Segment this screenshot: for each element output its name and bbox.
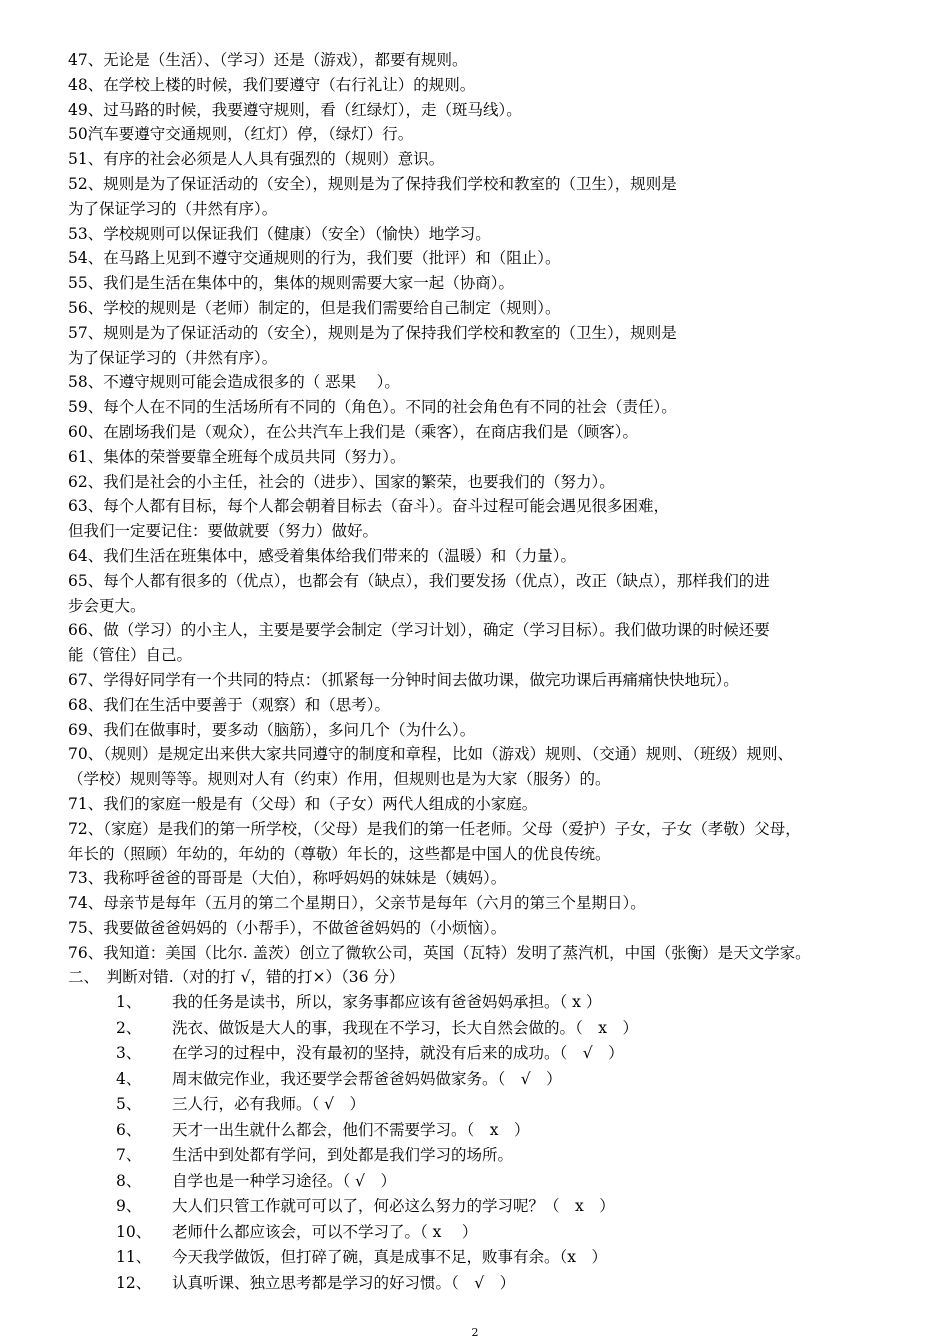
judgment-text: 认真听课、独立思考都是学习的好习惯。（ √ ） [172,1273,516,1292]
judgment-item [68,1245,898,1271]
judgment-item [68,1067,898,1093]
question-line: 51、有序的社会必须是人人具有强烈的（规则）意识。 [68,150,445,169]
question-line: 75、我要做爸爸妈妈的（小帮手），不做爸爸妈妈的（小烦恼）。 [68,918,507,937]
question-line: 73、我称呼爸爸的哥哥是（大伯），称呼妈妈的妹妹是（姨妈）。 [68,869,507,888]
judgment-text: 自学也是一种学习途径。（ √ ） [172,1171,397,1190]
judgment-text: 大人们只管工作就可可以了，何必这么努力的学习呢？（ x ） [172,1197,615,1216]
question-line: 52、规则是为了保证活动的（安全），规则是为了保持我们学校和教室的（卫生），规则是 [68,174,677,193]
question-line: 56、学校的规则是（老师）制定的，但是我们需要给自己制定（规则）。 [68,298,561,317]
judgment-number: 3、 [116,1044,142,1063]
judgment-text: 我的任务是读书，所以，家务事都应该有爸爸妈妈承担。（ x ） [172,993,602,1012]
judgment-text: 天才一出生就什么都会，他们不需要学习。（ x ） [172,1120,530,1139]
judgment-text: 洗衣、做饭是大人的事，我现在不学习，长大自然会做的。（ x ） [172,1018,638,1037]
question-line: 47、无论是（生活）、（学习）还是（游戏），都要有规则。 [68,51,468,69]
question-line: 59、每个人在不同的生活场所有不同的（角色）。不同的社会角色有不同的社会（责任）。 [68,398,677,417]
judgment-number: 6、 [116,1120,142,1139]
judgment-item [68,1118,898,1144]
question-line: 步会更大。 [68,596,146,615]
judgment-text: 今天我学做饭，但打碎了碗，真是成事不足，败事有余。（x ） [172,1248,607,1267]
question-line: 72、（家庭）是我们的第一所学校，（父母）是我们的第一任老师。父母（爱护）子女，子女（孝敬）父母， [68,819,801,838]
question-line: 76、我知道：美国（比尔. 盖茨）创立了微软公司，英国（瓦特）发明了蒸汽机，中国（张衡）是天文学家。 [68,943,811,962]
judgment-number: 1、 [116,993,142,1012]
judgment-item [68,1194,898,1220]
question-line: 60、在剧场我们是（观众），在公共汽车上我们是（乘客），在商店我们是（顾客）。 [68,422,638,441]
judgment-item [68,1041,898,1067]
judgment-number: 7、 [116,1146,142,1165]
page-number: 2 [471,1326,479,1339]
question-line: 64、我们生活在班集体中，感受着集体给我们带来的（温暖）和（力量）。 [68,546,576,565]
question-line: 年长的（照顾）年幼的，年幼的（尊敬）年长的，这些都是中国人的优良传统。 [68,844,611,863]
question-line: 但我们一定要记住：要做就要（努力）做好。 [68,522,379,541]
judgment-item [68,1271,898,1297]
judgment-number: 5、 [116,1095,142,1114]
question-line: 为了保证学习的（井然有序）。 [68,348,278,367]
judgment-text: 三人行，必有我师。（ √ ） [172,1095,366,1114]
question-line: 63、每个人都有目标，每个人都会朝着目标去（奋斗）。奋斗过程可能会遇见很多困难， [68,497,669,516]
question-line: 48、在学校上楼的时候，我们要遵守（右行礼让）的规则。 [68,75,476,94]
question-line: 71、我们的家庭一般是有（父母）和（子女）两代人组成的小家庭。 [68,794,538,813]
question-line: 55、我们是生活在集体中的，集体的规则需要大家一起（协商）。 [68,274,514,293]
question-line: 61、集体的荣誉要靠全班每个成员共同（努力）。 [68,447,406,466]
question-line: 74、母亲节是每年（五月的第二个星期日），父亲节是每年（六月的第三个星期日）。 [68,894,646,913]
question-line: 67、学得好同学有一个共同的特点：（抓紧每一分钟时间去做功课，做完功课后再痛痛快快地玩）。 [68,670,739,689]
question-line: 58、不遵守规则可能会造成很多的（ 恶果 ）。 [68,373,400,392]
question-line: 54、在马路上见到不遵守交通规则的行为，我们要（批评）和（阻止）。 [68,249,561,268]
question-line: 为了保证学习的（井然有序）。 [68,199,278,218]
question-line: 57、规则是为了保证活动的（安全），规则是为了保持我们学校和教室的（卫生），规则是 [68,323,677,342]
question-list [68,48,898,1296]
question-line: 49、过马路的时候，我要遵守规则，看（红绿灯），走（斑马线）。 [68,100,522,119]
judgment-number: 4、 [116,1069,142,1088]
judgment-number: 10、 [116,1222,152,1241]
judgment-item [68,1169,898,1195]
question-line: 69、我们在做事时，要多动（脑筋），多问几个（为什么）。 [68,720,476,739]
question-line: 65、每个人都有很多的（优点），也都会有（缺点），我们要发扬（优点），改正（缺点），那样我们的进 [68,571,770,590]
judgment-text: 周末做完作业，我还要学会帮爸爸妈妈做家务。（ √ ） [172,1069,562,1088]
question-line: 70、（规则）是规定出来供大家共同遵守的制度和章程，比如（游戏）规则、（交通）规则、（班级）规则、 [68,745,793,764]
judgment-number: 9、 [116,1197,142,1216]
judgment-item [68,1143,898,1169]
judgment-text: 老师什么都应该会，可以不学习了。（ x ） [172,1222,478,1241]
question-line: 68、我们在生活中要善于（观察）和（思考）。 [68,695,390,714]
judgment-number: 2、 [116,1018,142,1037]
fill-blank-section [68,48,898,965]
question-line: 53、学校规则可以保证我们（健康）（安全）（愉快）地学习。 [68,224,491,243]
judgment-number: 12、 [116,1273,152,1292]
question-line: 66、做（学习）的小主人，主要是要学会制定（学习计划），确定（学习目标）。我们做功课的时候还要 [68,621,770,640]
judgment-number: 11、 [116,1248,152,1267]
judgment-section [68,990,898,1296]
question-line: 50汽车要遵守交通规则，（红灯）停，（绿灯）行。 [68,125,414,144]
question-line: （学校）规则等等。规则对人有（约束）作用，但规则也是为大家（服务）的。 [68,770,611,789]
judgment-item [68,1092,898,1118]
judgment-text: 生活中到处都有学问，到处都是我们学习的场所。 [172,1146,514,1165]
section-heading: 二、 判断对错.（对的打 √，错的打×）（36 分） [68,968,405,987]
judgment-item [68,990,898,1016]
question-line: 62、我们是社会的小主任，社会的（进步）、国家的繁荣，也要我们的（努力）。 [68,472,615,491]
question-line: 能（管住）自己。 [68,646,193,665]
judgment-item [68,1220,898,1246]
judgment-item [68,1016,898,1042]
judgment-text: 在学习的过程中，没有最初的坚持，就没有后来的成功。（ √ ） [172,1044,624,1063]
judgment-number: 8、 [116,1171,142,1190]
